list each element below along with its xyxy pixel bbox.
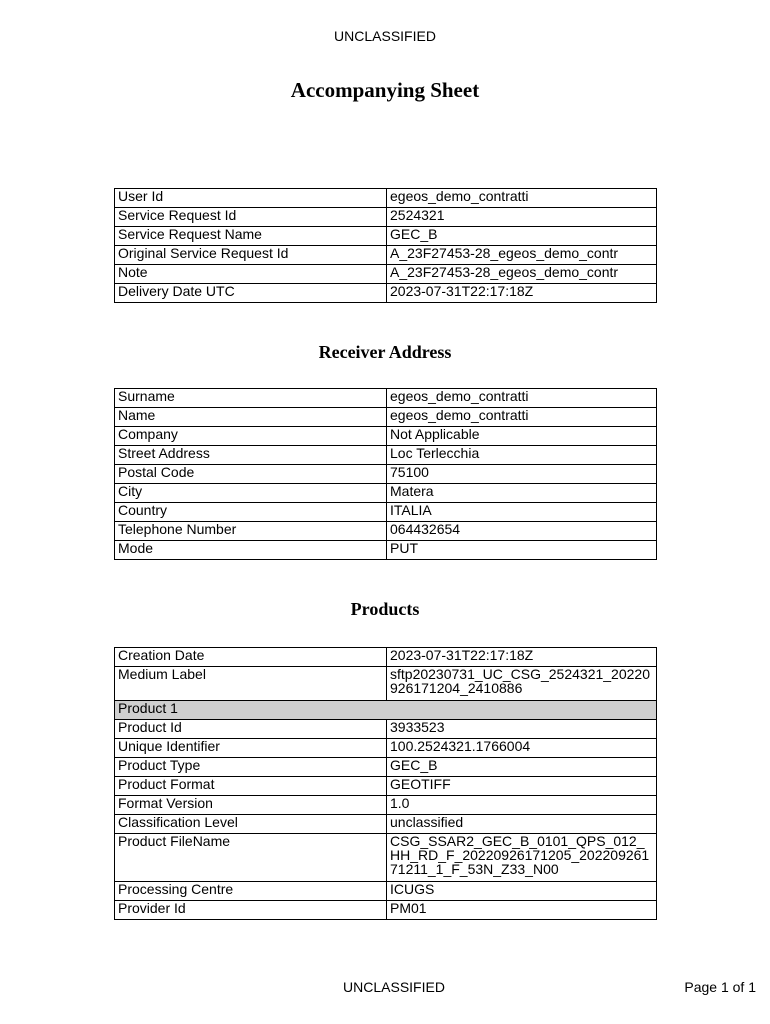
row-value: Loc Terlecchia [387, 446, 657, 465]
row-key: Processing Centre [115, 882, 387, 901]
row-key: Note [115, 265, 387, 284]
table-row [115, 667, 657, 701]
row-key: Service Request Name [115, 227, 387, 246]
receiver-table [114, 388, 657, 560]
product-group-row [115, 701, 657, 720]
row-value: PM01 [387, 901, 657, 920]
table-row [115, 208, 657, 227]
table-row [115, 648, 657, 667]
table-row [115, 284, 657, 303]
row-value: ICUGS [387, 882, 657, 901]
row-value: GEC_B [387, 758, 657, 777]
row-value: Matera [387, 484, 657, 503]
row-key: Company [115, 427, 387, 446]
row-key: Street Address [115, 446, 387, 465]
row-key: Name [115, 408, 387, 427]
table-row [115, 484, 657, 503]
row-key: Format Version [115, 796, 387, 815]
row-value: 3933523 [387, 720, 657, 739]
row-value: CSG_SSAR2_GEC_B_0101_QPS_012_HH_RD_F_20220926171205_20220926171211_1_F_53N_Z33_N00 [387, 834, 657, 882]
row-value: GEC_B [387, 227, 657, 246]
products-table [114, 647, 657, 920]
classification-header: UNCLASSIFIED [334, 28, 436, 44]
table-row [115, 541, 657, 560]
table-row [115, 427, 657, 446]
row-key: User Id [115, 189, 387, 208]
row-key: Creation Date [115, 648, 387, 667]
products-heading: Products [350, 599, 420, 619]
row-key: Original Service Request Id [115, 246, 387, 265]
product-group-label: Product 1 [115, 701, 657, 720]
table-row [115, 246, 657, 265]
table-row [115, 465, 657, 484]
table-row [115, 796, 657, 815]
row-value: 100.2524321.1766004 [387, 739, 657, 758]
row-value: 2023-07-31T22:17:18Z [387, 284, 657, 303]
row-value: 2023-07-31T22:17:18Z [387, 648, 657, 667]
table-row [115, 503, 657, 522]
row-value: 75100 [387, 465, 657, 484]
row-key: Delivery Date UTC [115, 284, 387, 303]
table-row [115, 408, 657, 427]
row-key: Mode [115, 541, 387, 560]
row-value: sftp20230731_UC_CSG_2524321_20220926171204_2410886 [387, 667, 657, 701]
table-row [115, 265, 657, 284]
request-table [114, 188, 657, 303]
row-key: Country [115, 503, 387, 522]
table-row [115, 901, 657, 920]
row-key: Unique Identifier [115, 739, 387, 758]
row-key: Product Type [115, 758, 387, 777]
row-key: Classification Level [115, 815, 387, 834]
row-value: A_23F27453-28_egeos_demo_contr [387, 246, 657, 265]
table-row [115, 739, 657, 758]
table-row [115, 389, 657, 408]
table-row [115, 720, 657, 739]
row-value: unclassified [387, 815, 657, 834]
row-value: egeos_demo_contratti [387, 189, 657, 208]
row-key: Medium Label [115, 667, 387, 701]
table-row [115, 227, 657, 246]
row-key: Product FileName [115, 834, 387, 882]
table-row [115, 522, 657, 541]
row-value: PUT [387, 541, 657, 560]
table-row [115, 446, 657, 465]
row-key: Postal Code [115, 465, 387, 484]
table-row [115, 834, 657, 882]
table-row [115, 815, 657, 834]
page-title: Accompanying Sheet [290, 78, 480, 102]
page-number: Page 1 of 1 [684, 979, 756, 995]
classification-footer: UNCLASSIFIED [343, 979, 445, 995]
row-value: egeos_demo_contratti [387, 408, 657, 427]
table-row [115, 189, 657, 208]
row-key: Telephone Number [115, 522, 387, 541]
row-key: Product Format [115, 777, 387, 796]
row-value: A_23F27453-28_egeos_demo_contr [387, 265, 657, 284]
row-value: GEOTIFF [387, 777, 657, 796]
row-value: 064432654 [387, 522, 657, 541]
row-key: Product Id [115, 720, 387, 739]
row-key: City [115, 484, 387, 503]
row-value: ITALIA [387, 503, 657, 522]
table-row [115, 882, 657, 901]
row-key: Service Request Id [115, 208, 387, 227]
row-value: Not Applicable [387, 427, 657, 446]
row-value: 2524321 [387, 208, 657, 227]
row-value: 1.0 [387, 796, 657, 815]
row-value: egeos_demo_contratti [387, 389, 657, 408]
receiver-address-heading: Receiver Address [318, 342, 452, 362]
row-key: Provider Id [115, 901, 387, 920]
table-row [115, 777, 657, 796]
table-row [115, 758, 657, 777]
row-key: Surname [115, 389, 387, 408]
